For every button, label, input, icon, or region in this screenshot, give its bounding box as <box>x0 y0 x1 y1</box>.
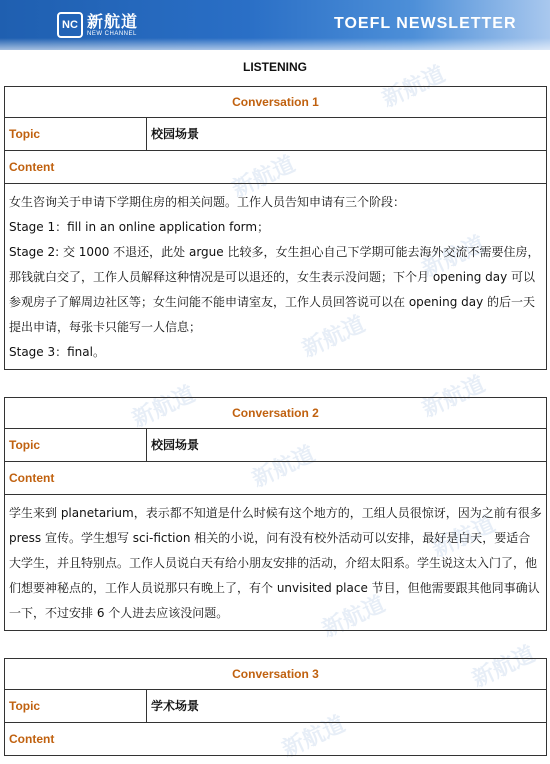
topic-value: 学术场景 <box>151 699 200 713</box>
conversation-3-table <box>4 658 547 756</box>
content-label: Content <box>5 151 546 184</box>
topic-label: Topic <box>5 690 147 722</box>
content-paragraph: Stage 1：fill in an online application form； <box>9 220 270 234</box>
content-paragraph: 学生来到 planetarium，表示都不知道是什么时候有这个地方的，工组人员很惊讶，因为之前有很多 press 宣传。学生想写 sci-fiction 相关的小说，问有没有校外活动可以安排，最好是白天，要适合大学生，并且特别点。工作人员说白天有给小朋友安排的活动，介绍太阳系。学生说这太入门了，他们想要神秘点的，工作人员说那只有晚上了，有个 unvisited place 节目，但他需要跟其他同事确认一下，不过安排 6 个人进去应该没问题。 <box>9 506 542 620</box>
nc-logo-icon: NC <box>57 12 83 38</box>
content-row <box>5 723 546 755</box>
content-paragraph: Stage 3：final。 <box>9 345 105 359</box>
watermark-logo: 新航道 <box>418 232 490 283</box>
brand-logo <box>57 10 138 40</box>
conversation-title: Conversation 2 <box>5 398 546 429</box>
watermark-logo: 新航道 <box>248 442 320 493</box>
watermark-logo: 新航道 <box>428 512 500 563</box>
conversation-title: Conversation 1 <box>5 87 546 118</box>
topic-value: 校园场景 <box>151 127 200 141</box>
conversation-2-table <box>4 397 547 631</box>
content-label: Content <box>5 462 546 495</box>
logo-chinese-name: 新航道 <box>87 11 139 31</box>
header-banner <box>0 0 550 50</box>
content-paragraph: Stage 2: 交 1000 不退还，此处 argue 比较多，女生担心自己下学期可能去海外交流不需要住房，那钱就白交了，工作人员解释这种情况是可以退还的，女生表示没问题；下个月 opening day 可以参观房子了解周边社区等；女生问能不能申请室友，工作人员回答说可以在 opening day 的后一天提出申请，每张卡只能写一人信息； <box>9 245 540 334</box>
watermark-logo: 新航道 <box>418 372 490 423</box>
topic-label: Topic <box>5 118 147 150</box>
watermark-logo: 新航道 <box>318 592 390 643</box>
watermark-logo: 新航道 <box>228 152 300 203</box>
content-body <box>5 184 546 369</box>
logo-english-name: NEW CHANNEL <box>87 30 137 37</box>
content-paragraph: 女生咨询关于申请下学期住房的相关问题。工作人员告知申请有三个阶段： <box>9 195 406 209</box>
watermark-logo: 新航道 <box>278 712 350 763</box>
topic-label: Topic <box>5 429 147 461</box>
conversation-1-table <box>4 86 547 370</box>
watermark-logo: 新航道 <box>468 642 540 693</box>
newsletter-title: TOEFL NEWSLETTER <box>334 15 517 32</box>
topic-row <box>5 118 546 151</box>
watermark-logo: 新航道 <box>128 382 200 433</box>
topic-row <box>5 690 546 723</box>
watermark-logo: 新航道 <box>378 62 450 113</box>
content-body <box>5 495 546 630</box>
topic-row <box>5 429 546 462</box>
watermark-logo: 新航道 <box>298 312 370 363</box>
topic-value: 校园场景 <box>151 438 200 452</box>
section-title: LISTENING <box>242 60 307 74</box>
content-label: Content <box>9 732 55 746</box>
conversation-title: Conversation 3 <box>5 659 546 690</box>
